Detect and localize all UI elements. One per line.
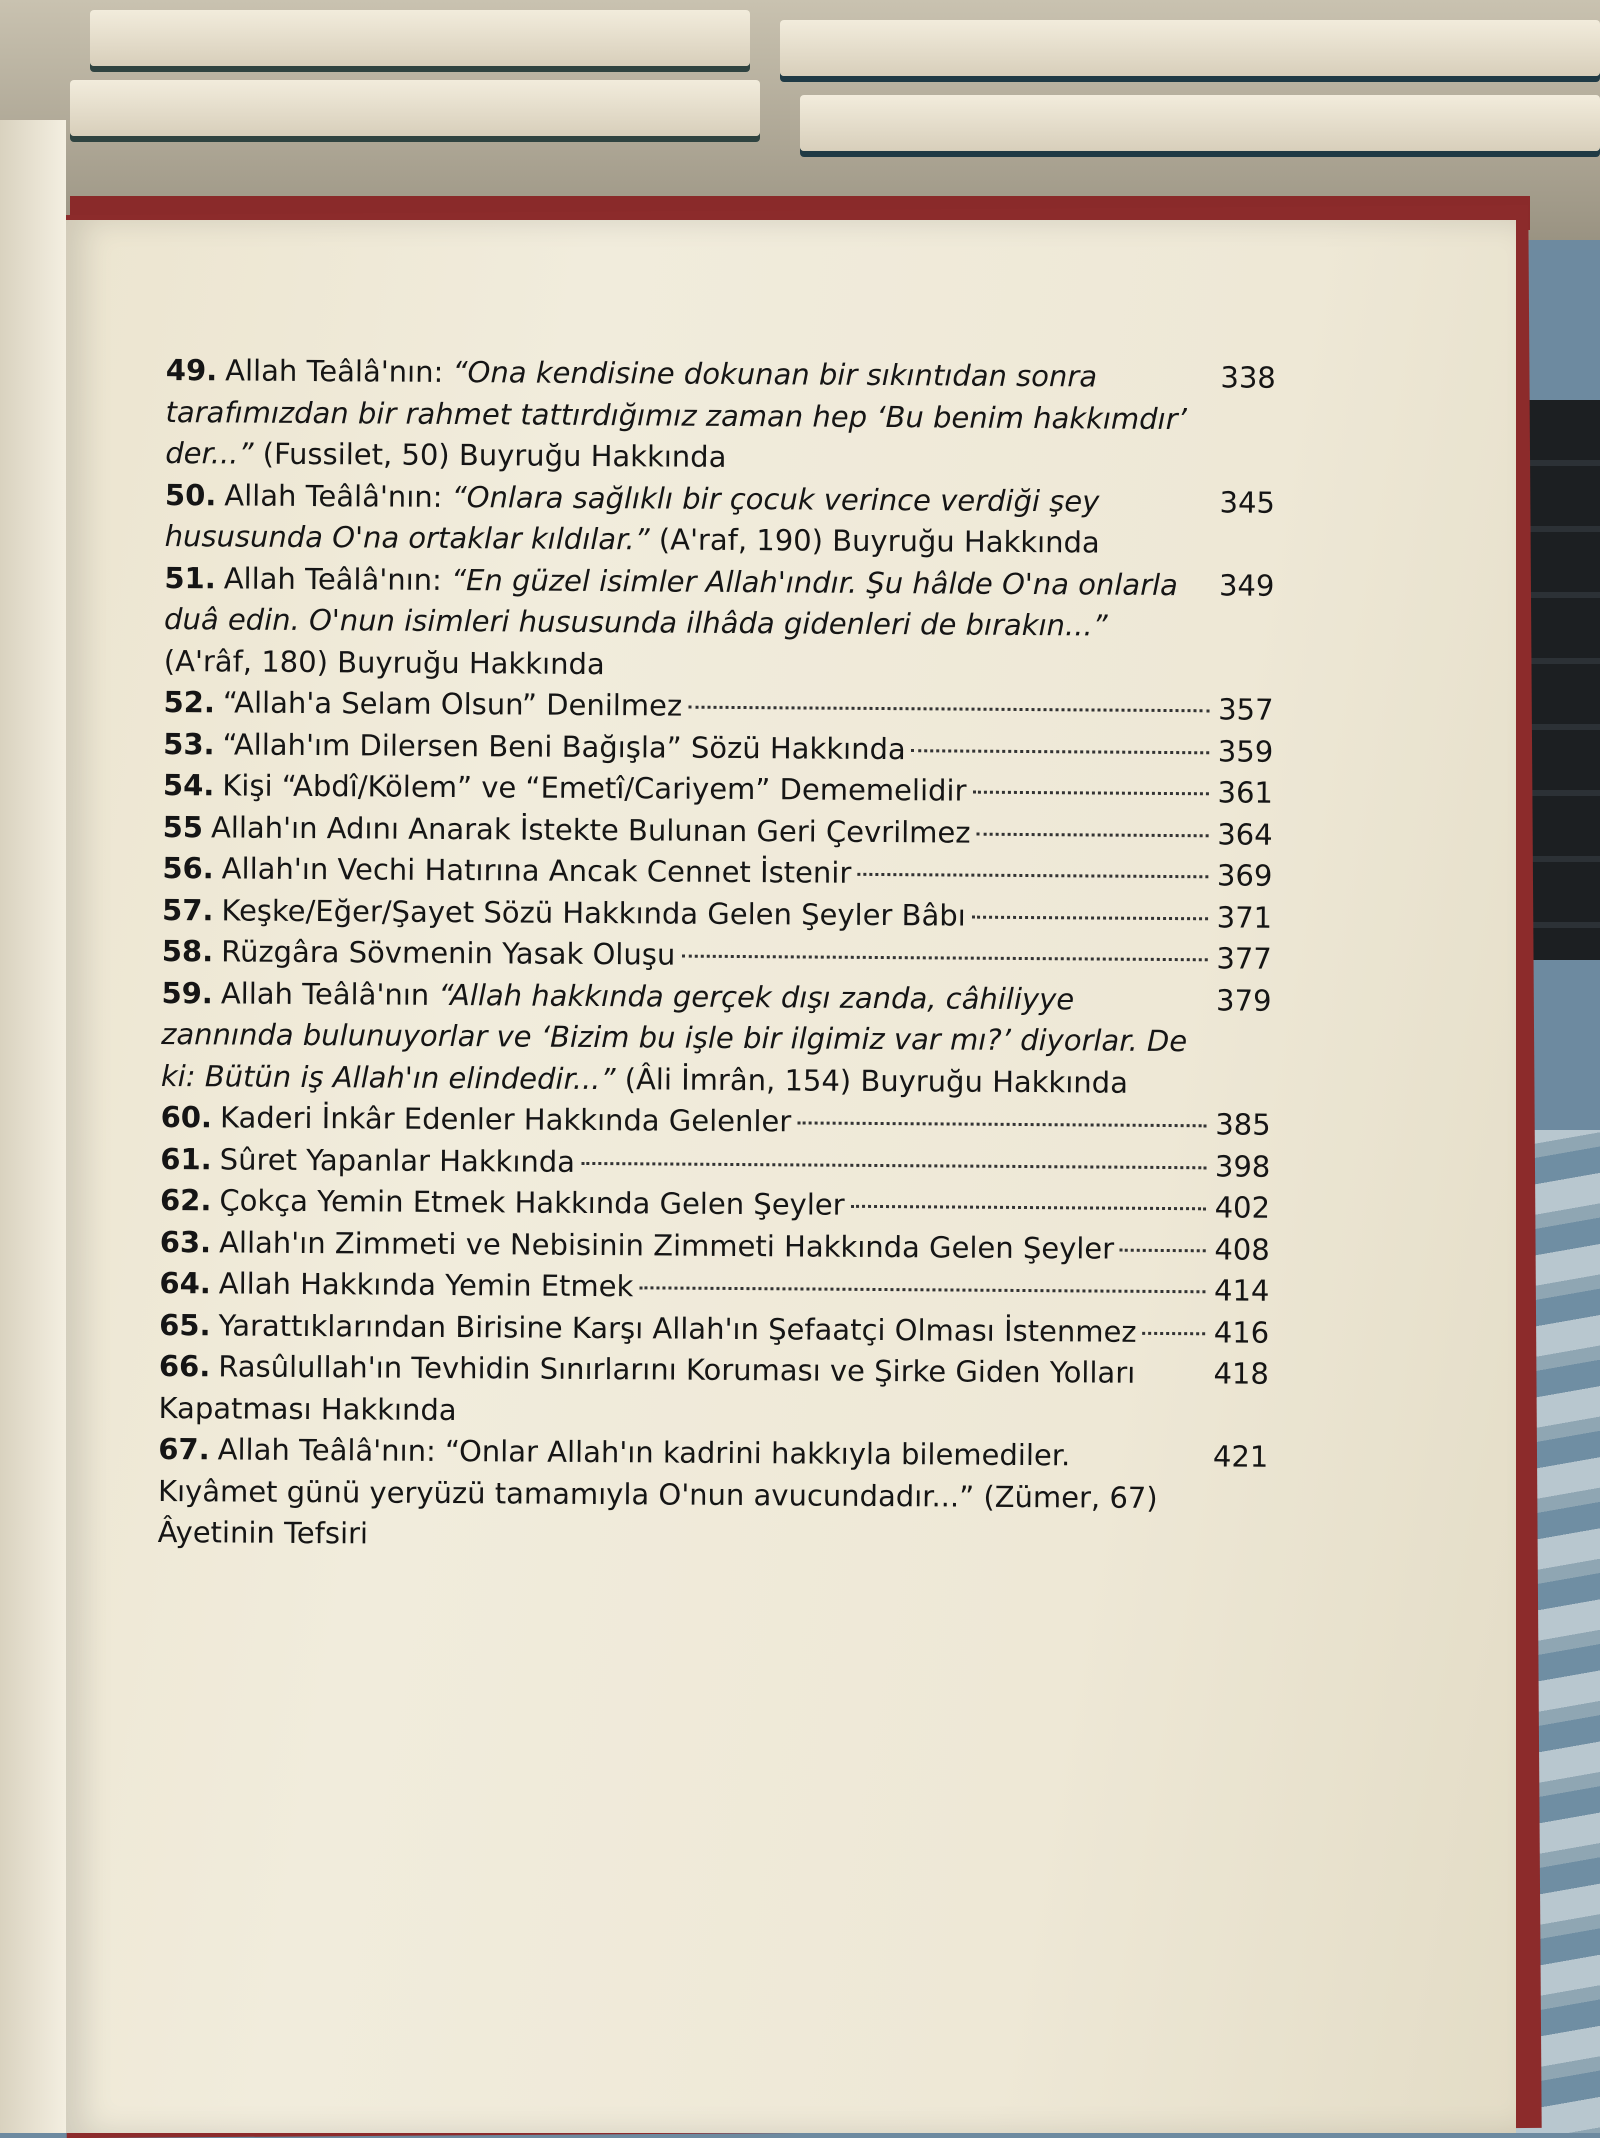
toc-entry-title: “Allah'ım Dilersen Beni Bağışla” Sözü Hakkında (223, 727, 906, 766)
toc-entry-number: 51. (164, 560, 216, 594)
toc-entry-title: “Onlara sağlıklı bir çocuk verince verdiği şey hususunda O'na ortaklar kıldılar.” (165, 479, 1100, 556)
toc-entry-title: Rasûlullah'ın Tevhidin Sınırlarını Koruması ve Şirke Giden Yolları Kapatması Hakkında (158, 1349, 1135, 1426)
dot-leader (581, 1161, 1206, 1168)
dot-leader (681, 955, 1208, 962)
toc-entry-number: 59. (161, 975, 213, 1009)
toc-entry-number: 66. (159, 1349, 211, 1383)
toc-entry-number: 60. (161, 1100, 213, 1134)
toc-page-number: 345 (1217, 482, 1275, 524)
toc-entry (164, 557, 1275, 689)
toc-entry-title: Keşke/Eğer/Şayet Sözü Hakkında Gelen Şeyler Bâbı (221, 893, 966, 932)
toc-entry-number: 64. (159, 1266, 211, 1300)
toc-page-number: 421 (1210, 1436, 1268, 1478)
toc-page-number: 379 (1213, 980, 1271, 1022)
toc-entry (158, 1346, 1269, 1437)
toc-entry-number: 57. (162, 892, 214, 926)
toc-entry-title: Allah'ın Zimmeti ve Nebisinin Zimmeti Hakkında Gelen Şeyler (219, 1225, 1114, 1265)
toc-entry-title: (Fussilet, 50) Buyruğu Hakkında (253, 437, 726, 474)
toc-page-number: 359 (1215, 731, 1273, 773)
dot-leader (797, 1121, 1206, 1127)
toc-page-number: 398 (1212, 1146, 1270, 1188)
toc-entry-title: Sûret Yapanlar Hakkında (220, 1142, 576, 1178)
toc-page-number: 361 (1215, 772, 1273, 814)
background-book (780, 20, 1600, 76)
toc-entry-number: 55 (163, 809, 204, 843)
toc-page-number: 349 (1216, 565, 1274, 607)
toc-entry-title: “Allah'a Selam Olsun” Denilmez (223, 685, 683, 722)
table-of-contents (158, 350, 1276, 1561)
toc-entry-number: 65. (159, 1307, 211, 1341)
toc-page-number: 408 (1212, 1229, 1270, 1271)
toc-entry-title: Allah Teâlâ'nın (221, 976, 439, 1012)
toc-entry-title: Kişi “Abdî/Kölem” ve “Emetî/Cariyem” Dememelidir (222, 768, 966, 807)
toc-entry-title: “En güzel isimler Allah'ındır. Şu hâlde O'na onlarla duâ edin. O'nun isimleri hususunda ilhâda gidenleri de bırakın...” (164, 562, 1178, 642)
toc-entry-number: 54. (163, 768, 215, 802)
toc-entry (158, 1429, 1269, 1561)
toc-entry-title: Çokça Yemin Etmek Hakkında Gelen Şeyler (219, 1183, 844, 1221)
toc-entry-title: Kaderi İnkâr Edenler Hakkında Gelenler (220, 1100, 791, 1138)
toc-page-number: 369 (1214, 855, 1272, 897)
toc-entry-title: Allah'ın Adını Anarak İstekte Bulunan Geri Çevrilmez (211, 810, 971, 849)
toc-entry-number: 62. (160, 1183, 212, 1217)
toc-entry-title: Yarattıklarından Birisine Karşı Allah'ın Şefaatçi Olması İstenmez (218, 1308, 1136, 1348)
left-page (0, 120, 66, 2133)
toc-entry-title: Allah Teâlâ'nın: (224, 478, 452, 514)
toc-entry-title: Allah'ın Vechi Hatırına Ancak Cennet İstenir (222, 851, 852, 889)
toc-page-number: 357 (1215, 689, 1273, 731)
toc-page-number: 414 (1211, 1270, 1269, 1312)
background-book (800, 95, 1600, 151)
toc-entry-title: Rüzgâra Sövmenin Yasak Oluşu (221, 934, 675, 971)
toc-entry (161, 972, 1272, 1104)
dot-leader (972, 791, 1208, 796)
dot-leader (857, 873, 1208, 878)
toc-entry-number: 50. (165, 477, 217, 511)
toc-entry-title: “Ona kendisine dokunan bir sıkıntıdan sonra tarafımızdan bir rahmet tattırdığımız zaman hep ‘Bu benim hakkımdır’ der...” (165, 355, 1187, 471)
toc-entry-number: 67. (158, 1432, 210, 1466)
toc-page-number: 416 (1211, 1312, 1269, 1354)
toc-entry-title: Allah Teâlâ'nın: (224, 561, 452, 597)
toc-entry-title: (A'râf, 180) Buyruğu Hakkında (164, 643, 605, 680)
dot-leader (1120, 1248, 1206, 1252)
dot-leader (972, 915, 1208, 920)
toc-entry-title: (Âli İmrân, 154) Buyruğu Hakkında (615, 1062, 1128, 1100)
toc-entry (165, 474, 1276, 565)
toc-entry-title: “Allah hakkında gerçek dışı zanda, câhiliyye zannında bulunuyorlar ve ‘Bizim bu işle bir ilgimiz var mı?’ diyorlar. De ki: Bütün iş Allah'ın elindedir...” (161, 977, 1187, 1095)
toc-page-number: 385 (1212, 1104, 1270, 1146)
toc-entry-number: 53. (163, 726, 215, 760)
toc-entry-number: 56. (162, 851, 214, 885)
background-book (70, 80, 760, 136)
toc-page-number: 418 (1211, 1353, 1269, 1395)
toc-entry-title: (A'raf, 190) Buyruğu Hakkında (650, 522, 1100, 559)
dot-leader (639, 1286, 1205, 1293)
toc-page-number: 338 (1218, 357, 1276, 399)
dot-leader (912, 749, 1210, 754)
toc-entry-title: Allah Teâlâ'nın: (225, 353, 453, 389)
toc-entry-number: 61. (160, 1141, 212, 1175)
dot-leader (1143, 1331, 1206, 1334)
toc-page-number: 371 (1214, 897, 1272, 939)
dot-leader (977, 832, 1209, 837)
book-page (66, 220, 1516, 2133)
toc-entry-title: Allah Hakkında Yemin Etmek (219, 1266, 634, 1303)
toc-page-number: 402 (1212, 1187, 1270, 1229)
toc-page-number: 364 (1214, 814, 1272, 856)
background-book (90, 10, 750, 66)
toc-entry-number: 49. (166, 353, 218, 387)
toc-entry (165, 350, 1276, 482)
toc-page-number: 377 (1214, 938, 1272, 980)
dot-leader (851, 1205, 1206, 1210)
toc-entry-title: Allah Teâlâ'nın: “Onlar Allah'ın kadrini hakkıyla bilemediler. Kıyâmet günü yeryüzü tamamıyla O'nun avucundadır...” (Zümer, 67) Âyetinin Tefsiri (158, 1432, 1158, 1550)
toc-entry-number: 63. (160, 1224, 212, 1258)
toc-entry-number: 58. (162, 934, 214, 968)
toc-entry-number: 52. (163, 685, 215, 719)
dot-leader (688, 706, 1209, 713)
